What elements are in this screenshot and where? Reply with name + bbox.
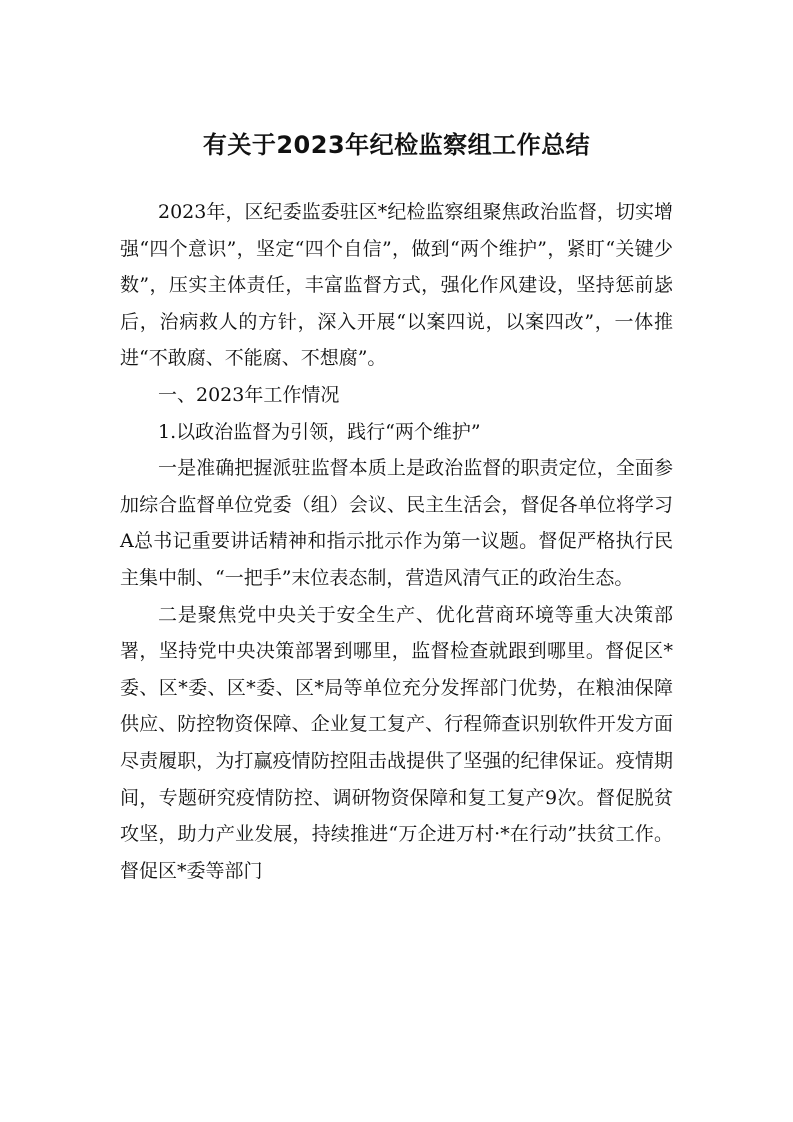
section-heading: 一、2023年工作情况 (158, 383, 340, 406)
document-body (120, 194, 673, 889)
paragraph-point-two: 二是聚焦党中央关于安全生产、优化营商环境等重大决策部署，坚持党中央决策部署到哪里，监督检查就跟到哪里。督促区*委、区*委、区*委、区*局等单位充分发挥部门优势，在粮油保障供应、防控物资保障、企业复工复产、行程筛查识别软件开发方面尽责履职，为打赢疫情防控阻击战提供了坚强的纪律保证。疫情期间，专题研究疫情防控、调研物资保障和复工复产9次。督促脱贫攻坚，助力产业发展，持续推进“万企进万村·*在行动”扶贫工作。督促区*委等部门 (120, 603, 673, 882)
paragraph-point-one: 一是准确把握派驻监督本质上是政治监督的职责定位，全面参加综合监督单位党委（组）会议、民主生活会，督促各单位将学习A总书记重要讲话精神和指示批示作为第一议题。督促严格执行民主集中制、“一把手”末位表态制，营造风清气正的政治生态。 (120, 457, 673, 589)
paragraph-intro: 2023年，区纪委监委驻区*纪检监察组聚焦政治监督，切实增强“四个意识”，坚定“四个自信”，做到“两个维护”，紧盯“关键少数”，压实主体责任，丰富监督方式，强化作风建设，坚持惩前毖后，治病救人的方针，深入开展“以案四说，以案四改”，一体推进“不敢腐、不能腐、不想腐”。 (120, 201, 673, 370)
subsection-heading: 1.以政治监督为引领，践行“两个维护” (158, 420, 481, 443)
document-title: 有关于2023年纪检监察组工作总结 (202, 131, 591, 159)
